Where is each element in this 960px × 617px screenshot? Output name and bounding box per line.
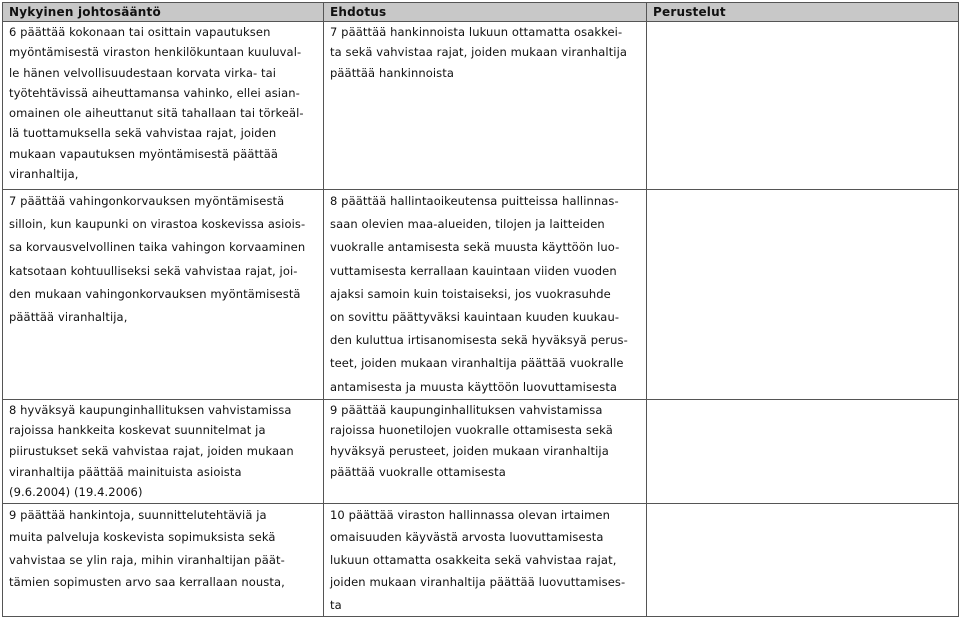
text-line: omainen ole aiheuttanut sitä tahallaan tai törkeäl- [9,106,304,121]
current-rule-cell [3,190,324,400]
text-line: ajaksi samoin kuin toistaiseksi, jos vuokrasuhde [330,286,611,301]
text-line: 10 päättää viraston hallinnassa olevan irtaimen [330,507,610,522]
text-line: saan olevien maa-alueiden, tilojen ja laitteiden [330,217,605,232]
text-line: päättää viranhaltija, [9,310,128,325]
table-row [3,399,959,503]
text-line: 7 päättää vahingonkorvauksen myöntämisestä [9,194,285,208]
text-line: ta [330,597,342,612]
table-row [3,22,959,190]
text-line: työtehtävissä aiheuttamansa vahinko, ellei asian- [9,85,300,100]
text-line: 8 hyväksyä kaupunginhallituksen vahvistamissa [9,402,292,417]
text-line: viranhaltija päättää mainituista asioista [9,464,242,479]
text-line: hyväksyä perusteet, joiden mukaan viranhaltija [330,444,609,459]
text-line: teet, joiden mukaan viranhaltija päättää vuokralle [330,356,624,371]
text-line: omaisuuden käyvästä arvosta luovuttamisesta [330,530,604,545]
header-proposal: Ehdotus [324,3,647,22]
text-line: tämien sopimusten arvo saa kerrallaan nousta, [9,575,285,590]
text-line: 9 päättää hankintoja, suunnittelutehtäviä ja [9,507,267,522]
table-row [3,503,959,617]
rationale-cell [647,399,959,503]
text-line: rajoissa huonetilojen vuokralle ottamisesta sekä [330,423,613,438]
text-line: vuokralle antamisesta sekä muusta käyttöön luo- [330,240,620,255]
text-line: katsotaan kohtuulliseksi sekä vahvistaa rajat, joi- [9,263,298,278]
text-line: päättää hankinnoista [330,65,454,80]
text-line: antamisesta ja muusta käyttöön luovuttamisesta [330,379,618,394]
text-line: (9.6.2004) (19.4.2006) [9,485,143,500]
text-line: 9 päättää kaupunginhallituksen vahvistamissa [330,402,603,417]
text-line: muita palveluja koskevista sopimuksista sekä [9,530,276,545]
text-line: ta sekä vahvistaa rajat, joiden mukaan viranhaltija [330,45,628,60]
text-line: silloin, kun kaupunki on virastoa koskevissa asiois- [9,217,306,232]
header-row [3,3,959,22]
text-line: lä tuottamuksella sekä vahvistaa rajat, joiden [9,126,277,141]
proposal-cell [324,503,647,617]
header-current-rule: Nykyinen johtosääntö [3,3,324,22]
comparison-table [2,2,959,617]
text-line: sa korvausvelvollinen taika vahingon korvaaminen [9,240,306,255]
rationale-cell [647,22,959,190]
text-line: rajoissa hankkeita koskevat suunnitelmat ja [9,423,266,438]
proposal-cell [324,190,647,400]
header-rationale: Perustelut [647,3,959,22]
text-line: myöntämisestä viraston henkilökuntaan kuuluval- [9,45,302,60]
rationale-cell [647,503,959,617]
text-line: on sovittu päättyväksi kauintaan kuuden kuukau- [330,310,620,325]
current-rule-cell [3,503,324,617]
proposal-cell [324,399,647,503]
text-line: le hänen velvollisuudestaan korvata virka- tai [9,65,277,80]
text-line: den kuluttua irtisanomisesta sekä hyväksyä perus- [330,333,628,348]
text-line: vahvistaa se ylin raja, mihin viranhaltijan päät- [9,552,285,567]
current-rule-cell [3,22,324,190]
proposal-cell [324,22,647,190]
rationale-cell [647,190,959,400]
text-line: 7 päättää hankinnoista lukuun ottamatta osakkei- [330,25,623,39]
text-line: 6 päättää kokonaan tai osittain vapautuksen [9,25,271,39]
text-line: piirustukset sekä vahvistaa rajat, joiden mukaan [9,444,294,459]
text-line: lukuun ottamatta osakkeita sekä vahvistaa rajat, [330,552,617,567]
current-rule-cell [3,399,324,503]
text-line: joiden mukaan viranhaltija päättää luovuttamises- [330,575,626,590]
text-line: viranhaltija, [9,167,79,182]
table-row [3,190,959,400]
text-line: päättää vuokralle ottamisesta [330,464,506,479]
text-line: vuttamisesta kerrallaan kauintaan viiden vuoden [330,263,617,278]
text-line: den mukaan vahingonkorvauksen myöntämisestä [9,286,301,301]
text-line: 8 päättää hallintaoikeutensa puitteissa hallinnas- [330,194,619,208]
text-line: mukaan vapautuksen myöntämisestä päättää [9,146,279,161]
